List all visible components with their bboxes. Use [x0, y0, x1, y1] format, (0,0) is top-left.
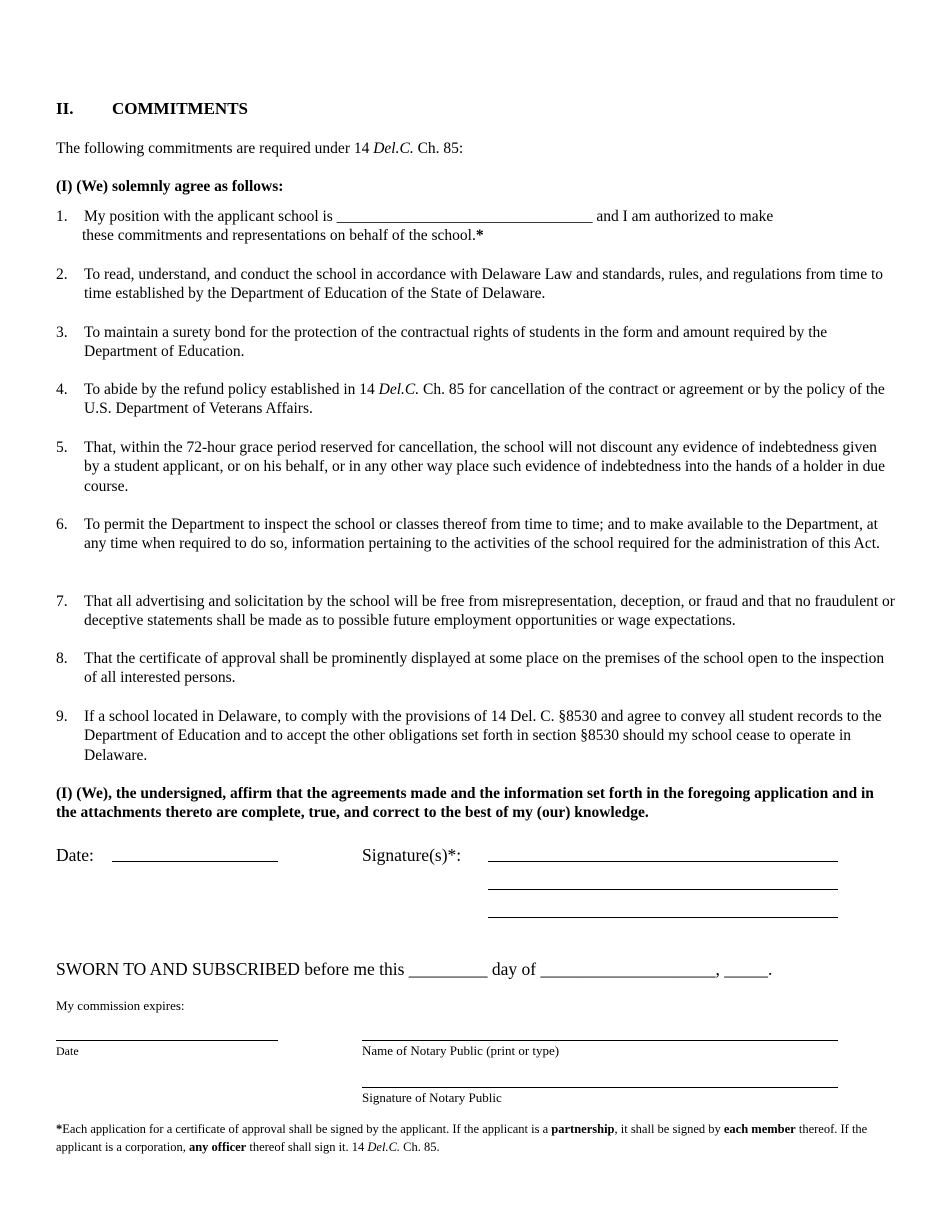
footnote-text: , it shall be signed by: [614, 1122, 724, 1136]
item-number: 4.: [56, 381, 68, 398]
commitment-item-6: [56, 515, 896, 554]
item-text: [84, 380, 896, 419]
date-field[interactable]: [112, 861, 278, 862]
footnote-star: *: [475, 227, 484, 245]
item-text: If a school located in Delaware, to comply with the provisions of 14 Del. C. §8530 and agree to convey all student records to the Department of Education and to accept the other obligations set forth in section §8530 should my school cease to operate in Delaware.: [84, 708, 882, 764]
commitment-item-4: [56, 380, 896, 419]
footnote: [56, 1120, 896, 1156]
position-blank-field[interactable]: _________________________________: [336, 208, 593, 225]
item4-text-before: To abide by the refund policy established in 14: [84, 381, 379, 398]
intro-text: The following commitments are required under 14: [56, 140, 374, 157]
item1-text-after: and I am authorized to make: [592, 208, 774, 225]
notary-signature-field[interactable]: [362, 1087, 838, 1088]
signature-field-1[interactable]: [488, 861, 838, 862]
item-number: 8.: [56, 650, 68, 667]
item1-line2-text: these commitments and representations on behalf of the school.: [82, 227, 476, 245]
item4-text-after: Ch. 85 for cancellation of the contract or agreement or by the policy of the U.S. Department of Veterans Affairs.: [84, 381, 885, 418]
item-text: That the certificate of approval shall be prominently displayed at some place on the premises of the school open to the inspection of all interested persons.: [84, 650, 885, 687]
notary-signature-caption: Signature of Notary Public: [362, 1090, 502, 1105]
signature-field-3[interactable]: [488, 917, 838, 918]
intro-citation: Del.C.: [373, 140, 414, 157]
intro-text-end: Ch. 85:: [413, 140, 464, 157]
commitment-item-3: [56, 323, 896, 362]
item4-citation: Del.C.: [378, 381, 420, 398]
item-number: 7.: [56, 593, 68, 610]
footnote-citation: Del.C.: [367, 1140, 401, 1154]
commission-date-caption: Date: [56, 1044, 79, 1058]
signature-label: Signature(s)*:: [362, 845, 462, 865]
item1-line2: [82, 226, 896, 245]
notary-name-field[interactable]: [362, 1040, 838, 1041]
commitment-item-8: [56, 649, 896, 688]
footnote-text: thereof shall sign it. 14: [246, 1140, 368, 1154]
item-text: To permit the Department to inspect the school or classes thereof from time to time; and to make available to the Department, at any time when required to do so, information pertaining to the activities of the school required for the administration of this Act.: [84, 516, 880, 553]
item-number: 5.: [56, 439, 68, 456]
commitment-item-7: [56, 592, 896, 631]
commitment-item-1: [56, 207, 896, 246]
item-number: 9.: [56, 708, 68, 725]
footnote-star: *: [56, 1122, 63, 1136]
footnote-emphasis-each-member: each member: [723, 1122, 796, 1136]
commitment-item-2: [56, 265, 896, 304]
intro-line: [56, 140, 463, 158]
item-number: 3.: [56, 324, 68, 341]
notary-name-caption: Name of Notary Public (print or type): [362, 1043, 560, 1058]
item-text: To maintain a surety bond for the protection of the contractual rights of students in the form and amount required by the Department of Education.: [84, 324, 828, 361]
commitment-item-9: [56, 707, 896, 765]
footnote-emphasis-any-officer: any officer: [188, 1140, 247, 1154]
item-text: To read, understand, and conduct the school in accordance with Delaware Law and standards, rules, and regulations from time to time established by the Department of Education of the State of Delaware.: [84, 266, 884, 303]
agree-heading: (I) (We) solemnly agree as follows:: [56, 178, 284, 195]
footnote-emphasis-partnership: partnership: [551, 1122, 615, 1136]
footnote-text: thereof. If the applicant is a corporation,: [56, 1122, 868, 1154]
item-number: 2.: [56, 266, 68, 283]
item-number: 6.: [56, 516, 68, 533]
commission-expires-label: My commission expires:: [56, 998, 185, 1013]
section-number: II.: [56, 99, 74, 118]
footnote-text: Ch. 85.: [400, 1140, 440, 1154]
commitment-item-5: [56, 438, 896, 496]
item-text: That, within the 72-hour grace period reserved for cancellation, the school will not discount any evidence of indebtedness given by a student applicant, or on his behalf, or in any other way place such evidence of indebtedness into the hands of a holder in due course.: [84, 439, 886, 495]
section-title: COMMITMENTS: [112, 99, 248, 118]
sworn-statement: SWORN TO AND SUBSCRIBED before me this _________ day of ____________________, _____.: [56, 959, 773, 979]
item-text: That all advertising and solicitation by the school will be free from misrepresentation, deception, or fraud and that no fraudulent or deceptive statements shall be made as to possible future employment opportunities or wage expectations.: [84, 593, 895, 630]
item-number: 1.: [56, 208, 68, 225]
item1-text-before: My position with the applicant school is: [84, 208, 337, 225]
date-label: Date:: [56, 845, 94, 865]
affirmation-statement: (I) (We), the undersigned, affirm that the agreements made and the information set forth in the foregoing application and in the attachments thereto are complete, true, and correct to the best of my (our) knowledge.: [56, 785, 874, 822]
signature-field-2[interactable]: [488, 889, 838, 890]
footnote-text: Each application for a certificate of approval shall be signed by the applicant. If the applicant is a: [62, 1122, 552, 1136]
commission-date-field[interactable]: [56, 1040, 278, 1041]
